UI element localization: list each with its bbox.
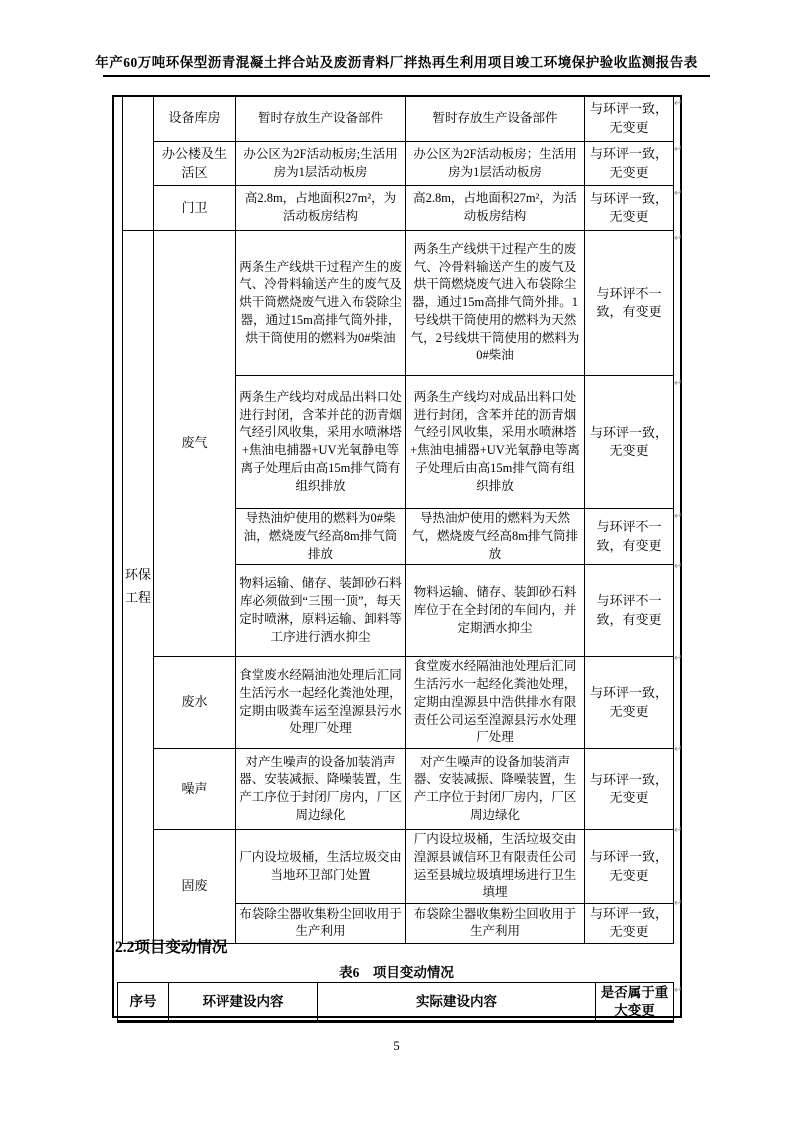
actual-content-cell: 办公区为2F活动板房；生活用房为1层活动板房 xyxy=(406,142,585,186)
actual-content-cell: 对产生噪声的设备加装消声器、安装减振、降噪装置，生产工序位于封闭厂房内，厂区周边绿化 xyxy=(406,749,585,830)
table-row xyxy=(123,142,674,186)
section-heading-2-2: 2.2项目变动情况 xyxy=(115,939,228,956)
line-break-mark-icon: ↵ xyxy=(674,98,683,109)
conclusion-cell: 与环评一致，无变更 xyxy=(585,749,674,830)
table-row xyxy=(123,830,674,904)
col-header-actual-content: 实际建设内容 xyxy=(318,983,596,1022)
line-break-mark-icon: ↵ xyxy=(674,985,683,996)
line-break-mark-icon: ↵ xyxy=(674,188,683,199)
col-header-serial: 序号 xyxy=(118,983,169,1022)
category-cell: 噪声 xyxy=(154,749,236,830)
table-row xyxy=(123,96,674,142)
eia-content-cell: 两条生产线烘干过程产生的废气、冷骨料输送产生的废气及烘干筒燃烧废气进入布袋除尘器，通过15m高排气筒外排，烘干筒使用的燃料为0#柴油 xyxy=(236,231,406,376)
col-header-major-change: 是否属于重大变更 xyxy=(596,983,674,1022)
conclusion-cell: 与环评不一致，有变更 xyxy=(585,565,674,657)
col-header-eia-content: 环评建设内容 xyxy=(169,983,318,1022)
category-cell: 废水 xyxy=(154,657,236,749)
actual-content-cell: 高2.8m，占地面积27m²，为活动板房结构 xyxy=(406,186,585,231)
actual-content-cell: 厂内设垃圾桶，生活垃圾交由湟源县诚信环卫有限责任公司运至县城垃圾填埋场进行卫生填埋 xyxy=(406,830,585,904)
eia-content-cell: 暂时存放生产设备部件 xyxy=(236,96,406,142)
conclusion-cell: 与环评一致，无变更 xyxy=(585,142,674,186)
table-row xyxy=(123,657,674,749)
group-label-cell-empty xyxy=(123,96,154,231)
eia-content-cell: 导热油炉使用的燃料为0#柴油，燃烧废气经高8m排气筒排放 xyxy=(236,509,406,565)
eia-content-cell: 食堂废水经隔油池处理后汇同生活污水一起经化粪池处理，定期由吸粪车运至湟源县污水处理厂处理 xyxy=(236,657,406,749)
eia-content-cell: 布袋除尘器收集粉尘回收用于生产利用 xyxy=(236,904,406,944)
eia-content-cell: 厂内设垃圾桶，生活垃圾交由当地环卫部门处置 xyxy=(236,830,406,904)
actual-content-cell: 两条生产线均对成品出料口处进行封闭，含苯并芘的沥青烟气经引风收集，采用水喷淋塔+焦油电捕器+UV光氧静电等离子处理后由高15m排气筒有组织排放 xyxy=(406,376,585,509)
actual-content-cell: 物料运输、储存、装卸砂石料库位于在全封闭的车间内，并定期洒水抑尘 xyxy=(406,565,585,657)
actual-content-cell: 两条生产线烘干过程产生的废气、冷骨料输送产生的废气及烘干筒燃烧废气进入布袋除尘器，通过15m高排气筒外排。1号线烘干筒使用的燃料为天然气，2号线烘干筒使用的燃料为0#柴油 xyxy=(406,231,585,376)
category-cell: 门卫 xyxy=(154,186,236,231)
conclusion-cell: 与环评一致，无变更 xyxy=(585,904,674,944)
line-break-mark-icon: ↵ xyxy=(674,744,683,755)
project-change-table xyxy=(117,982,674,1023)
line-break-mark-icon: ↵ xyxy=(674,144,683,155)
table-row xyxy=(123,186,674,231)
title-underline xyxy=(103,75,710,77)
line-break-mark-icon: ↵ xyxy=(674,561,683,572)
category-cell: 固废 xyxy=(154,830,236,944)
conclusion-cell: 与环评不一致，有变更 xyxy=(585,231,674,376)
actual-content-cell: 布袋除尘器收集粉尘回收用于生产利用 xyxy=(406,904,585,944)
actual-content-cell: 导热油炉使用的燃料为天然气，燃烧废气经高8m排气筒排放 xyxy=(406,509,585,565)
conclusion-cell: 与环评一致，无变更 xyxy=(585,186,674,231)
eia-content-cell: 两条生产线均对成品出料口处进行封闭，含苯并芘的沥青烟气经引风收集，采用水喷淋塔+焦油电捕器+UV光氧静电等离子处理后由高15m排气筒有组织排放 xyxy=(236,376,406,509)
construction-comparison-table xyxy=(122,95,674,944)
conclusion-cell: 与环评一致，无变更 xyxy=(585,830,674,904)
conclusion-cell: 与环评不一致，有变更 xyxy=(585,509,674,565)
table-row xyxy=(123,749,674,830)
line-break-mark-icon: ↵ xyxy=(674,511,683,522)
line-break-mark-icon: ↵ xyxy=(674,233,683,244)
line-break-mark-icon: ↵ xyxy=(674,898,683,909)
actual-content-cell: 食堂废水经隔油池处理后汇同生活污水一起经化粪池处理，定期由湟源县中浩供排水有限责任公司运至湟源县污水处理厂处理 xyxy=(406,657,585,749)
table6-caption: 表6 项目变动情况 xyxy=(339,965,454,980)
eia-content-cell: 高2.8m，占地面积27m²，为活动板房结构 xyxy=(236,186,406,231)
conclusion-cell: 与环评一致，无变更 xyxy=(585,657,674,749)
page-number: 5 xyxy=(393,1038,400,1053)
eia-content-cell: 物料运输、储存、装卸砂石料库必须做到“三围一顶”，每天定时喷淋，原料运输、卸料等工序进行洒水抑尘 xyxy=(236,565,406,657)
line-break-mark-icon: ↵ xyxy=(674,825,683,836)
category-cell: 设备库房 xyxy=(154,96,236,142)
eia-content-cell: 对产生噪声的设备加装消声器、安装减振、降噪装置，生产工序位于封闭厂房内，厂区周边绿化 xyxy=(236,749,406,830)
table-row xyxy=(123,231,674,376)
category-cell: 办公楼及生活区 xyxy=(154,142,236,186)
line-break-mark-icon: ↵ xyxy=(674,653,683,664)
conclusion-cell: 与环评一致，无变更 xyxy=(585,96,674,142)
table-header-row xyxy=(118,983,674,1022)
conclusion-cell: 与环评一致，无变更 xyxy=(585,376,674,509)
line-break-mark-icon: ↵ xyxy=(674,378,683,389)
eia-content-cell: 办公区为2F活动板房;生活用房为1层活动板房 xyxy=(236,142,406,186)
actual-content-cell: 暂时存放生产设备部件 xyxy=(406,96,585,142)
document-title: 年产60万吨环保型沥青混凝土拌合站及废沥青料厂拌热再生利用项目竣工环境保护验收监测报告表 xyxy=(95,55,698,70)
category-cell: 废气 xyxy=(154,231,236,657)
group-label-cell: 环保工程 xyxy=(123,231,154,944)
